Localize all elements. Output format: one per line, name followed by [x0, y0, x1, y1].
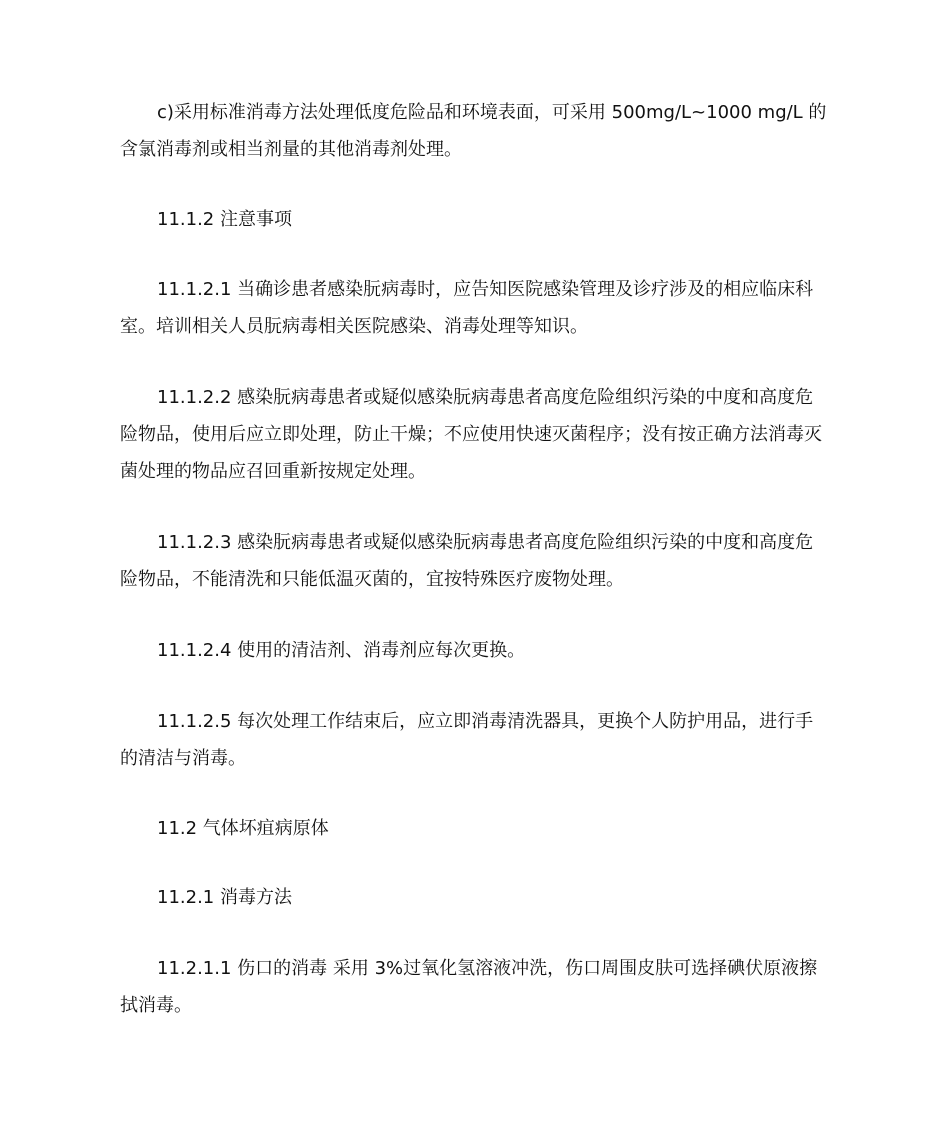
heading-11-2-gas-gangrene: 11.2 气体坏疽病原体 — [157, 818, 329, 839]
paragraph-11-1-2-4: 11.1.2.4 使用的清洁剂、消毒剂应每次更换。 — [157, 640, 526, 661]
paragraph-11-1-2-2: 11.1.2.2 感染朊病毒患者或疑似感染朊病毒患者高度危险组织污染的中度和高度危险物品，使用后应立即处理，防止干燥；不应使用快速灭菌程序；没有按正确方法消毒灭菌处理的物品应召回重新按规定处理。 — [120, 387, 822, 482]
paragraph-11-1-2-1: 11.1.2.1 当确诊患者感染朊病毒时，应告知医院感染管理及诊疗涉及的相应临床科室。培训相关人员朊病毒相关医院感染、消毒处理等知识。 — [120, 279, 814, 337]
paragraph-11-2-1-1: 11.2.1.1 伤口的消毒 采用 3%过氧化氢溶液冲洗，伤口周围皮肤可选择碘伏原液擦拭消毒。 — [120, 958, 818, 1016]
paragraph-11-1-2-3: 11.1.2.3 感染朊病毒患者或疑似感染朊病毒患者高度危险组织污染的中度和高度危险物品，不能清洗和只能低温灭菌的，宜按特殊医疗废物处理。 — [120, 532, 814, 590]
heading-11-2-1-disinfection-method: 11.2.1 消毒方法 — [157, 887, 292, 908]
paragraph-low-risk-disinfection: c)采用标准消毒方法处理低度危险品和环境表面，可采用 500mg/L~1000 mg/L 的含氯消毒剂或相当剂量的其他消毒剂处理。 — [120, 102, 827, 160]
paragraph-11-1-2-5: 11.1.2.5 每次处理工作结束后，应立即消毒清洗器具，更换个人防护用品，进行手的清洁与消毒。 — [120, 711, 814, 769]
heading-11-1-2-precautions: 11.1.2 注意事项 — [157, 209, 292, 230]
